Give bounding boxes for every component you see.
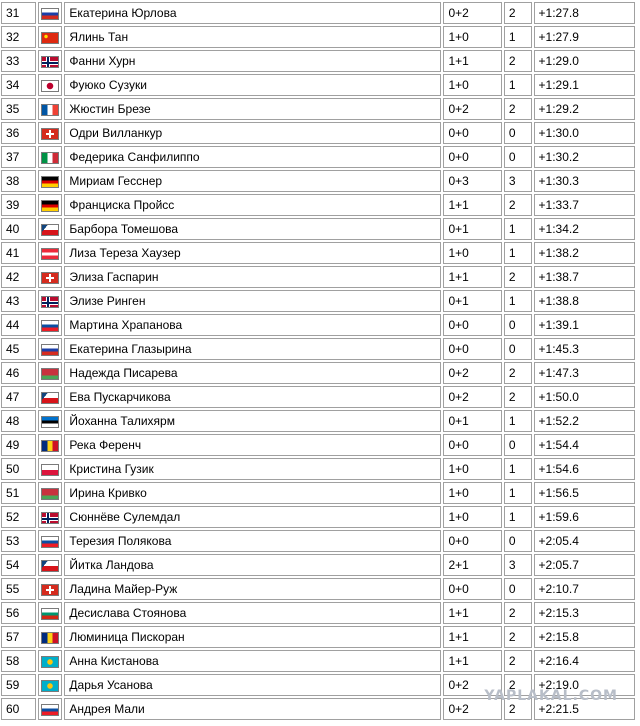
table-row bbox=[1, 530, 635, 552]
romania-flag-icon bbox=[41, 440, 59, 452]
table-row bbox=[1, 290, 635, 312]
athlete-name-cell: Сюннёве Сулемдал bbox=[64, 506, 441, 528]
czech-flag-icon bbox=[41, 392, 59, 404]
bulgaria-flag-icon bbox=[41, 608, 59, 620]
position-cell: 57 bbox=[1, 626, 36, 648]
shooting-cell: 0+0 bbox=[443, 122, 501, 144]
table-row bbox=[1, 626, 635, 648]
time-behind-cell: +1:30.3 bbox=[534, 170, 635, 192]
penalty-cell: 2 bbox=[504, 2, 532, 24]
austria-flag-icon bbox=[41, 248, 59, 260]
time-behind-cell: +1:33.7 bbox=[534, 194, 635, 216]
flag-cell bbox=[38, 122, 63, 144]
table-row bbox=[1, 122, 635, 144]
table-row bbox=[1, 98, 635, 120]
athlete-name-cell: Мириам Гесснер bbox=[64, 170, 441, 192]
athlete-name-cell: Жюстин Брезе bbox=[64, 98, 441, 120]
switzerland-flag-icon bbox=[41, 584, 59, 596]
table-row bbox=[1, 170, 635, 192]
flag-cell bbox=[38, 290, 63, 312]
shooting-cell: 0+0 bbox=[443, 146, 501, 168]
slovakia-flag-icon bbox=[41, 320, 59, 332]
position-cell: 35 bbox=[1, 98, 36, 120]
penalty-cell: 1 bbox=[504, 74, 532, 96]
table-row bbox=[1, 698, 635, 720]
flag-cell bbox=[38, 698, 63, 720]
position-cell: 48 bbox=[1, 410, 36, 432]
penalty-cell: 3 bbox=[504, 554, 532, 576]
athlete-name-cell: Анна Кистанова bbox=[64, 650, 441, 672]
penalty-cell: 2 bbox=[504, 50, 532, 72]
position-cell: 53 bbox=[1, 530, 36, 552]
position-cell: 40 bbox=[1, 218, 36, 240]
shooting-cell: 1+0 bbox=[443, 242, 501, 264]
shooting-cell: 0+1 bbox=[443, 290, 501, 312]
position-cell: 52 bbox=[1, 506, 36, 528]
time-behind-cell: +1:29.1 bbox=[534, 74, 635, 96]
penalty-cell: 1 bbox=[504, 26, 532, 48]
athlete-name-cell: Одри Вилланкур bbox=[64, 122, 441, 144]
flag-cell bbox=[38, 626, 63, 648]
time-behind-cell: +1:52.2 bbox=[534, 410, 635, 432]
position-cell: 43 bbox=[1, 290, 36, 312]
slovakia-flag-icon bbox=[41, 704, 59, 716]
table-row bbox=[1, 482, 635, 504]
penalty-cell: 3 bbox=[504, 170, 532, 192]
norway-flag-icon bbox=[41, 512, 59, 524]
penalty-cell: 1 bbox=[504, 482, 532, 504]
athlete-name-cell: Дарья Усанова bbox=[64, 674, 441, 696]
table-row bbox=[1, 386, 635, 408]
time-behind-cell: +1:38.7 bbox=[534, 266, 635, 288]
table-row bbox=[1, 506, 635, 528]
flag-cell bbox=[38, 314, 63, 336]
position-cell: 41 bbox=[1, 242, 36, 264]
time-behind-cell: +1:54.4 bbox=[534, 434, 635, 456]
shooting-cell: 0+3 bbox=[443, 170, 501, 192]
penalty-cell: 2 bbox=[504, 602, 532, 624]
athlete-name-cell: Лиза Тереза Хаузер bbox=[64, 242, 441, 264]
kazakhstan-flag-icon bbox=[41, 656, 59, 668]
germany-flag-icon bbox=[41, 176, 59, 188]
flag-cell bbox=[38, 434, 63, 456]
time-behind-cell: +1:38.8 bbox=[534, 290, 635, 312]
position-cell: 54 bbox=[1, 554, 36, 576]
time-behind-cell: +1:27.9 bbox=[534, 26, 635, 48]
table-row bbox=[1, 146, 635, 168]
penalty-cell: 1 bbox=[504, 290, 532, 312]
athlete-name-cell: Ирина Кривко bbox=[64, 482, 441, 504]
time-behind-cell: +1:30.2 bbox=[534, 146, 635, 168]
position-cell: 58 bbox=[1, 650, 36, 672]
shooting-cell: 1+1 bbox=[443, 50, 501, 72]
penalty-cell: 2 bbox=[504, 698, 532, 720]
time-behind-cell: +1:29.2 bbox=[534, 98, 635, 120]
flag-cell bbox=[38, 530, 63, 552]
flag-cell bbox=[38, 482, 63, 504]
shooting-cell: 0+0 bbox=[443, 338, 501, 360]
position-cell: 32 bbox=[1, 26, 36, 48]
athlete-name-cell: Екатерина Юрлова bbox=[64, 2, 441, 24]
shooting-cell: 1+0 bbox=[443, 482, 501, 504]
table-row bbox=[1, 242, 635, 264]
penalty-cell: 0 bbox=[504, 434, 532, 456]
flag-cell bbox=[38, 74, 63, 96]
shooting-cell: 1+1 bbox=[443, 650, 501, 672]
position-cell: 59 bbox=[1, 674, 36, 696]
shooting-cell: 0+2 bbox=[443, 386, 501, 408]
shooting-cell: 1+0 bbox=[443, 506, 501, 528]
canada-flag-icon bbox=[41, 128, 59, 140]
penalty-cell: 2 bbox=[504, 626, 532, 648]
time-behind-cell: +2:15.8 bbox=[534, 626, 635, 648]
flag-cell bbox=[38, 2, 63, 24]
flag-cell bbox=[38, 98, 63, 120]
japan-flag-icon bbox=[41, 80, 59, 92]
athlete-name-cell: Йитка Ландова bbox=[64, 554, 441, 576]
shooting-cell: 0+2 bbox=[443, 674, 501, 696]
russia-flag-icon bbox=[41, 344, 59, 356]
time-behind-cell: +2:10.7 bbox=[534, 578, 635, 600]
flag-cell bbox=[38, 194, 63, 216]
shooting-cell: 0+0 bbox=[443, 434, 501, 456]
position-cell: 55 bbox=[1, 578, 36, 600]
table-row bbox=[1, 50, 635, 72]
time-behind-cell: +1:34.2 bbox=[534, 218, 635, 240]
table-row bbox=[1, 458, 635, 480]
penalty-cell: 2 bbox=[504, 98, 532, 120]
shooting-cell: 1+1 bbox=[443, 266, 501, 288]
shooting-cell: 0+2 bbox=[443, 2, 501, 24]
time-behind-cell: +2:05.7 bbox=[534, 554, 635, 576]
time-behind-cell: +1:47.3 bbox=[534, 362, 635, 384]
time-behind-cell: +2:05.4 bbox=[534, 530, 635, 552]
position-cell: 56 bbox=[1, 602, 36, 624]
penalty-cell: 1 bbox=[504, 506, 532, 528]
position-cell: 46 bbox=[1, 362, 36, 384]
penalty-cell: 0 bbox=[504, 314, 532, 336]
athlete-name-cell: Екатерина Глазырина bbox=[64, 338, 441, 360]
time-behind-cell: +1:45.3 bbox=[534, 338, 635, 360]
athlete-name-cell: Надежда Писарева bbox=[64, 362, 441, 384]
athlete-name-cell: Кристина Гузик bbox=[64, 458, 441, 480]
penalty-cell: 2 bbox=[504, 362, 532, 384]
position-cell: 31 bbox=[1, 2, 36, 24]
shooting-cell: 0+1 bbox=[443, 410, 501, 432]
position-cell: 42 bbox=[1, 266, 36, 288]
russia-flag-icon bbox=[41, 8, 59, 20]
athlete-name-cell: Фуюко Сузуки bbox=[64, 74, 441, 96]
penalty-cell: 1 bbox=[504, 218, 532, 240]
penalty-cell: 1 bbox=[504, 458, 532, 480]
czech-flag-icon bbox=[41, 224, 59, 236]
flag-cell bbox=[38, 650, 63, 672]
flag-cell bbox=[38, 266, 63, 288]
table-row bbox=[1, 218, 635, 240]
athlete-name-cell: Йоханна Талихярм bbox=[64, 410, 441, 432]
athlete-name-cell: Десислава Стоянова bbox=[64, 602, 441, 624]
flag-cell bbox=[38, 674, 63, 696]
penalty-cell: 0 bbox=[504, 530, 532, 552]
time-behind-cell: +2:19.0 bbox=[534, 674, 635, 696]
flag-cell bbox=[38, 26, 63, 48]
flag-cell bbox=[38, 458, 63, 480]
shooting-cell: 1+0 bbox=[443, 458, 501, 480]
italy-flag-icon bbox=[41, 152, 59, 164]
china-flag-icon bbox=[41, 32, 59, 44]
slovakia-flag-icon bbox=[41, 536, 59, 548]
switzerland-flag-icon bbox=[41, 272, 59, 284]
table-row bbox=[1, 650, 635, 672]
table-row bbox=[1, 554, 635, 576]
position-cell: 33 bbox=[1, 50, 36, 72]
time-behind-cell: +1:27.8 bbox=[534, 2, 635, 24]
table-row bbox=[1, 266, 635, 288]
shooting-cell: 0+0 bbox=[443, 530, 501, 552]
table-row bbox=[1, 314, 635, 336]
table-row bbox=[1, 578, 635, 600]
table-row bbox=[1, 338, 635, 360]
belarus-flag-icon bbox=[41, 368, 59, 380]
position-cell: 44 bbox=[1, 314, 36, 336]
time-behind-cell: +1:50.0 bbox=[534, 386, 635, 408]
shooting-cell: 1+0 bbox=[443, 74, 501, 96]
flag-cell bbox=[38, 386, 63, 408]
athlete-name-cell: Элизе Ринген bbox=[64, 290, 441, 312]
shooting-cell: 1+1 bbox=[443, 626, 501, 648]
penalty-cell: 0 bbox=[504, 122, 532, 144]
position-cell: 50 bbox=[1, 458, 36, 480]
flag-cell bbox=[38, 578, 63, 600]
shooting-cell: 0+0 bbox=[443, 578, 501, 600]
czech-flag-icon bbox=[41, 560, 59, 572]
shooting-cell: 0+2 bbox=[443, 698, 501, 720]
athlete-name-cell: Франциска Пройсс bbox=[64, 194, 441, 216]
shooting-cell: 0+1 bbox=[443, 218, 501, 240]
penalty-cell: 0 bbox=[504, 146, 532, 168]
athlete-name-cell: Ева Пускарчикова bbox=[64, 386, 441, 408]
poland-flag-icon bbox=[41, 464, 59, 476]
penalty-cell: 2 bbox=[504, 194, 532, 216]
position-cell: 60 bbox=[1, 698, 36, 720]
table-row bbox=[1, 194, 635, 216]
time-behind-cell: +1:38.2 bbox=[534, 242, 635, 264]
estonia-flag-icon bbox=[41, 416, 59, 428]
germany-flag-icon bbox=[41, 200, 59, 212]
flag-cell bbox=[38, 146, 63, 168]
shooting-cell: 1+1 bbox=[443, 194, 501, 216]
athlete-name-cell: Ладина Майер-Руж bbox=[64, 578, 441, 600]
belarus-flag-icon bbox=[41, 488, 59, 500]
time-behind-cell: +2:15.3 bbox=[534, 602, 635, 624]
position-cell: 51 bbox=[1, 482, 36, 504]
watermark: YAPLAKAL.COM bbox=[484, 688, 618, 704]
table-row bbox=[1, 26, 635, 48]
athlete-name-cell: Андрея Мали bbox=[64, 698, 441, 720]
table-row bbox=[1, 602, 635, 624]
time-behind-cell: +2:21.5 bbox=[534, 698, 635, 720]
table-row bbox=[1, 362, 635, 384]
athlete-name-cell: Люминица Пискоран bbox=[64, 626, 441, 648]
time-behind-cell: +1:30.0 bbox=[534, 122, 635, 144]
position-cell: 49 bbox=[1, 434, 36, 456]
position-cell: 38 bbox=[1, 170, 36, 192]
shooting-cell: 1+1 bbox=[443, 602, 501, 624]
penalty-cell: 0 bbox=[504, 578, 532, 600]
penalty-cell: 2 bbox=[504, 386, 532, 408]
penalty-cell: 0 bbox=[504, 338, 532, 360]
table-row bbox=[1, 2, 635, 24]
penalty-cell: 2 bbox=[504, 650, 532, 672]
penalty-cell: 1 bbox=[504, 410, 532, 432]
position-cell: 37 bbox=[1, 146, 36, 168]
position-cell: 45 bbox=[1, 338, 36, 360]
kazakhstan-flag-icon bbox=[41, 680, 59, 692]
romania-flag-icon bbox=[41, 632, 59, 644]
time-behind-cell: +1:29.0 bbox=[534, 50, 635, 72]
flag-cell bbox=[38, 506, 63, 528]
table-row bbox=[1, 410, 635, 432]
table-row bbox=[1, 434, 635, 456]
athlete-name-cell: Фанни Хурн bbox=[64, 50, 441, 72]
flag-cell bbox=[38, 410, 63, 432]
flag-cell bbox=[38, 170, 63, 192]
position-cell: 34 bbox=[1, 74, 36, 96]
time-behind-cell: +1:59.6 bbox=[534, 506, 635, 528]
position-cell: 36 bbox=[1, 122, 36, 144]
france-flag-icon bbox=[41, 104, 59, 116]
shooting-cell: 0+0 bbox=[443, 314, 501, 336]
penalty-cell: 2 bbox=[504, 674, 532, 696]
shooting-cell: 2+1 bbox=[443, 554, 501, 576]
athlete-name-cell: Федерика Санфилиппо bbox=[64, 146, 441, 168]
flag-cell bbox=[38, 338, 63, 360]
flag-cell bbox=[38, 242, 63, 264]
norway-flag-icon bbox=[41, 296, 59, 308]
table-row bbox=[1, 674, 635, 696]
athlete-name-cell: Ялинь Тан bbox=[64, 26, 441, 48]
penalty-cell: 1 bbox=[504, 242, 532, 264]
shooting-cell: 1+0 bbox=[443, 26, 501, 48]
flag-cell bbox=[38, 50, 63, 72]
penalty-cell: 2 bbox=[504, 266, 532, 288]
flag-cell bbox=[38, 362, 63, 384]
norway-flag-icon bbox=[41, 56, 59, 68]
position-cell: 39 bbox=[1, 194, 36, 216]
shooting-cell: 0+2 bbox=[443, 98, 501, 120]
time-behind-cell: +1:56.5 bbox=[534, 482, 635, 504]
flag-cell bbox=[38, 602, 63, 624]
athlete-name-cell: Барбора Томешова bbox=[64, 218, 441, 240]
athlete-name-cell: Терезия Полякова bbox=[64, 530, 441, 552]
table-row bbox=[1, 74, 635, 96]
shooting-cell: 0+2 bbox=[443, 362, 501, 384]
time-behind-cell: +1:39.1 bbox=[534, 314, 635, 336]
time-behind-cell: +2:16.4 bbox=[534, 650, 635, 672]
flag-cell bbox=[38, 218, 63, 240]
time-behind-cell: +1:54.6 bbox=[534, 458, 635, 480]
results-body bbox=[1, 2, 635, 720]
athlete-name-cell: Мартина Храпанова bbox=[64, 314, 441, 336]
flag-cell bbox=[38, 554, 63, 576]
athlete-name-cell: Река Ференч bbox=[64, 434, 441, 456]
athlete-name-cell: Элиза Гаспарин bbox=[64, 266, 441, 288]
position-cell: 47 bbox=[1, 386, 36, 408]
